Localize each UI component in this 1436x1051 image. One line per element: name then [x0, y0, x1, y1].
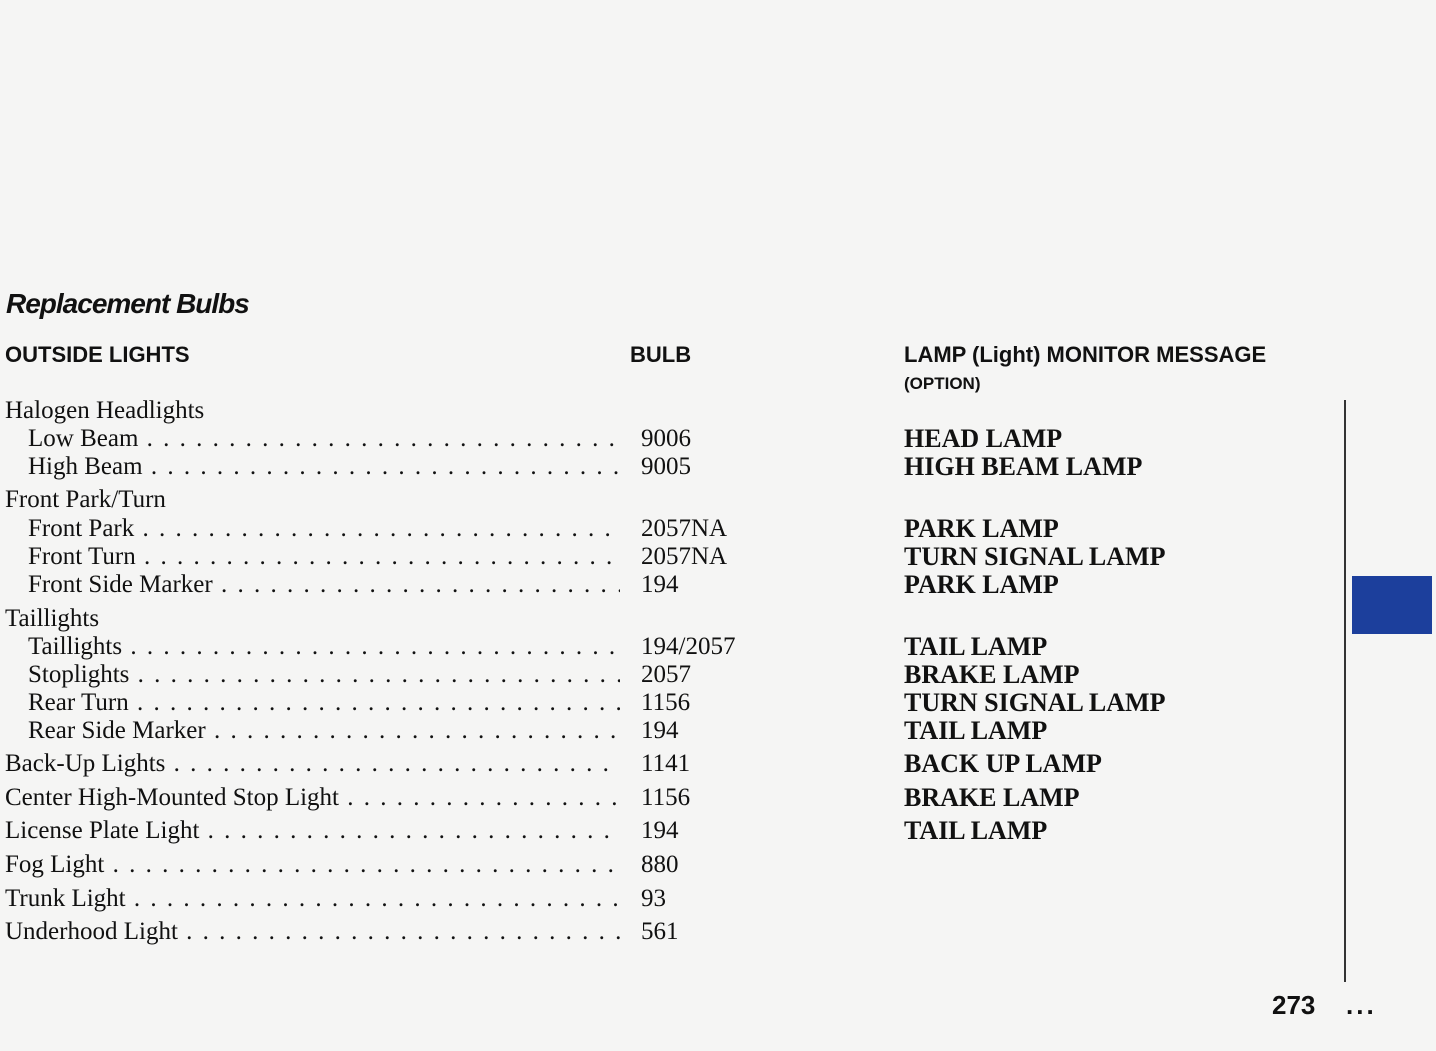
- bulb-number: 1141: [641, 750, 691, 777]
- bulb-number: 561: [641, 918, 679, 945]
- monitor-message: HIGH BEAM LAMP: [904, 452, 1143, 481]
- outside-lights-header: OUTSIDE LIGHTS: [5, 342, 190, 367]
- monitor-message: TAIL LAMP: [904, 632, 1048, 661]
- table-row: [0, 688, 1300, 718]
- page-dots: ...: [1346, 990, 1377, 1020]
- bulb-number: 2057NA: [641, 515, 728, 542]
- table-row: [0, 604, 1300, 634]
- table-row: [0, 570, 1300, 600]
- light-name: Underhood Light . . .: [5, 917, 620, 947]
- page-title: Replacement Bulbs: [6, 288, 249, 319]
- group-label: Taillights: [5, 605, 100, 632]
- monitor-message: TURN SIGNAL LAMP: [904, 542, 1166, 571]
- light-name: Front Park . . .: [28, 514, 620, 544]
- table-row: [0, 716, 1300, 746]
- light-name: License Plate Light . . .: [5, 816, 620, 846]
- group-label: Front Park/Turn: [5, 486, 166, 513]
- bulb-number: 2057: [641, 661, 691, 688]
- bulb-number: 9005: [641, 453, 691, 480]
- monitor-message: HEAD LAMP: [904, 424, 1063, 453]
- monitor-message: BRAKE LAMP: [904, 783, 1080, 812]
- table-row: [0, 396, 1300, 426]
- table-row: [0, 783, 1300, 813]
- table-row: [0, 816, 1300, 846]
- bulb-number: 9006: [641, 425, 691, 452]
- light-name: Low Beam . . .: [28, 424, 620, 454]
- light-name: Front Side Marker . . .: [28, 570, 620, 600]
- bulb-number: 2057NA: [641, 543, 728, 570]
- light-name: Stoplights . . .: [28, 660, 620, 690]
- table-row: [0, 452, 1300, 482]
- light-name: Taillights . . .: [28, 632, 620, 662]
- monitor-message: TURN SIGNAL LAMP: [904, 688, 1166, 717]
- monitor-message: BACK UP LAMP: [904, 749, 1102, 778]
- light-name: Front Turn . . .: [28, 542, 620, 572]
- table-row: [0, 542, 1300, 572]
- monitor-header: LAMP (Light) MONITOR MESSAGE: [904, 342, 1267, 367]
- light-name: Rear Side Marker . . .: [28, 716, 620, 746]
- bulb-number: 1156: [641, 784, 691, 811]
- monitor-message: TAIL LAMP: [904, 716, 1048, 745]
- page-number: 273: [1272, 990, 1316, 1020]
- bulb-number: 1156: [641, 689, 691, 716]
- table-row: [0, 749, 1300, 779]
- table-row: [0, 424, 1300, 454]
- table-row: [0, 514, 1300, 544]
- monitor-message: PARK LAMP: [904, 570, 1059, 599]
- table-row: [0, 632, 1300, 662]
- margin-rule: [1344, 400, 1346, 982]
- light-name: Fog Light . . .: [5, 850, 620, 880]
- group-label: Halogen Headlights: [5, 397, 205, 424]
- section-tab: [1352, 576, 1432, 634]
- light-name: Trunk Light . . .: [5, 884, 620, 914]
- bulb-number: 194/2057: [641, 633, 736, 660]
- table-row: [0, 485, 1300, 515]
- table-row: [0, 884, 1300, 914]
- monitor-subheader: (OPTION): [904, 374, 981, 393]
- table-row: [0, 850, 1300, 880]
- bulb-header: BULB: [630, 342, 692, 367]
- light-name: Back-Up Lights . . .: [5, 749, 620, 779]
- bulb-number: 194: [641, 817, 679, 844]
- monitor-message: BRAKE LAMP: [904, 660, 1080, 689]
- monitor-message: TAIL LAMP: [904, 816, 1048, 845]
- bulb-number: 194: [641, 571, 679, 598]
- bulb-number: 93: [641, 885, 666, 912]
- light-name: Center High-Mounted Stop Light . . .: [5, 783, 620, 813]
- light-name: Rear Turn . . .: [28, 688, 620, 718]
- bulb-number: 194: [641, 717, 679, 744]
- bulb-number: 880: [641, 851, 679, 878]
- monitor-message: PARK LAMP: [904, 514, 1059, 543]
- light-name: High Beam . . .: [28, 452, 620, 482]
- table-row: [0, 917, 1300, 947]
- table-row: [0, 660, 1300, 690]
